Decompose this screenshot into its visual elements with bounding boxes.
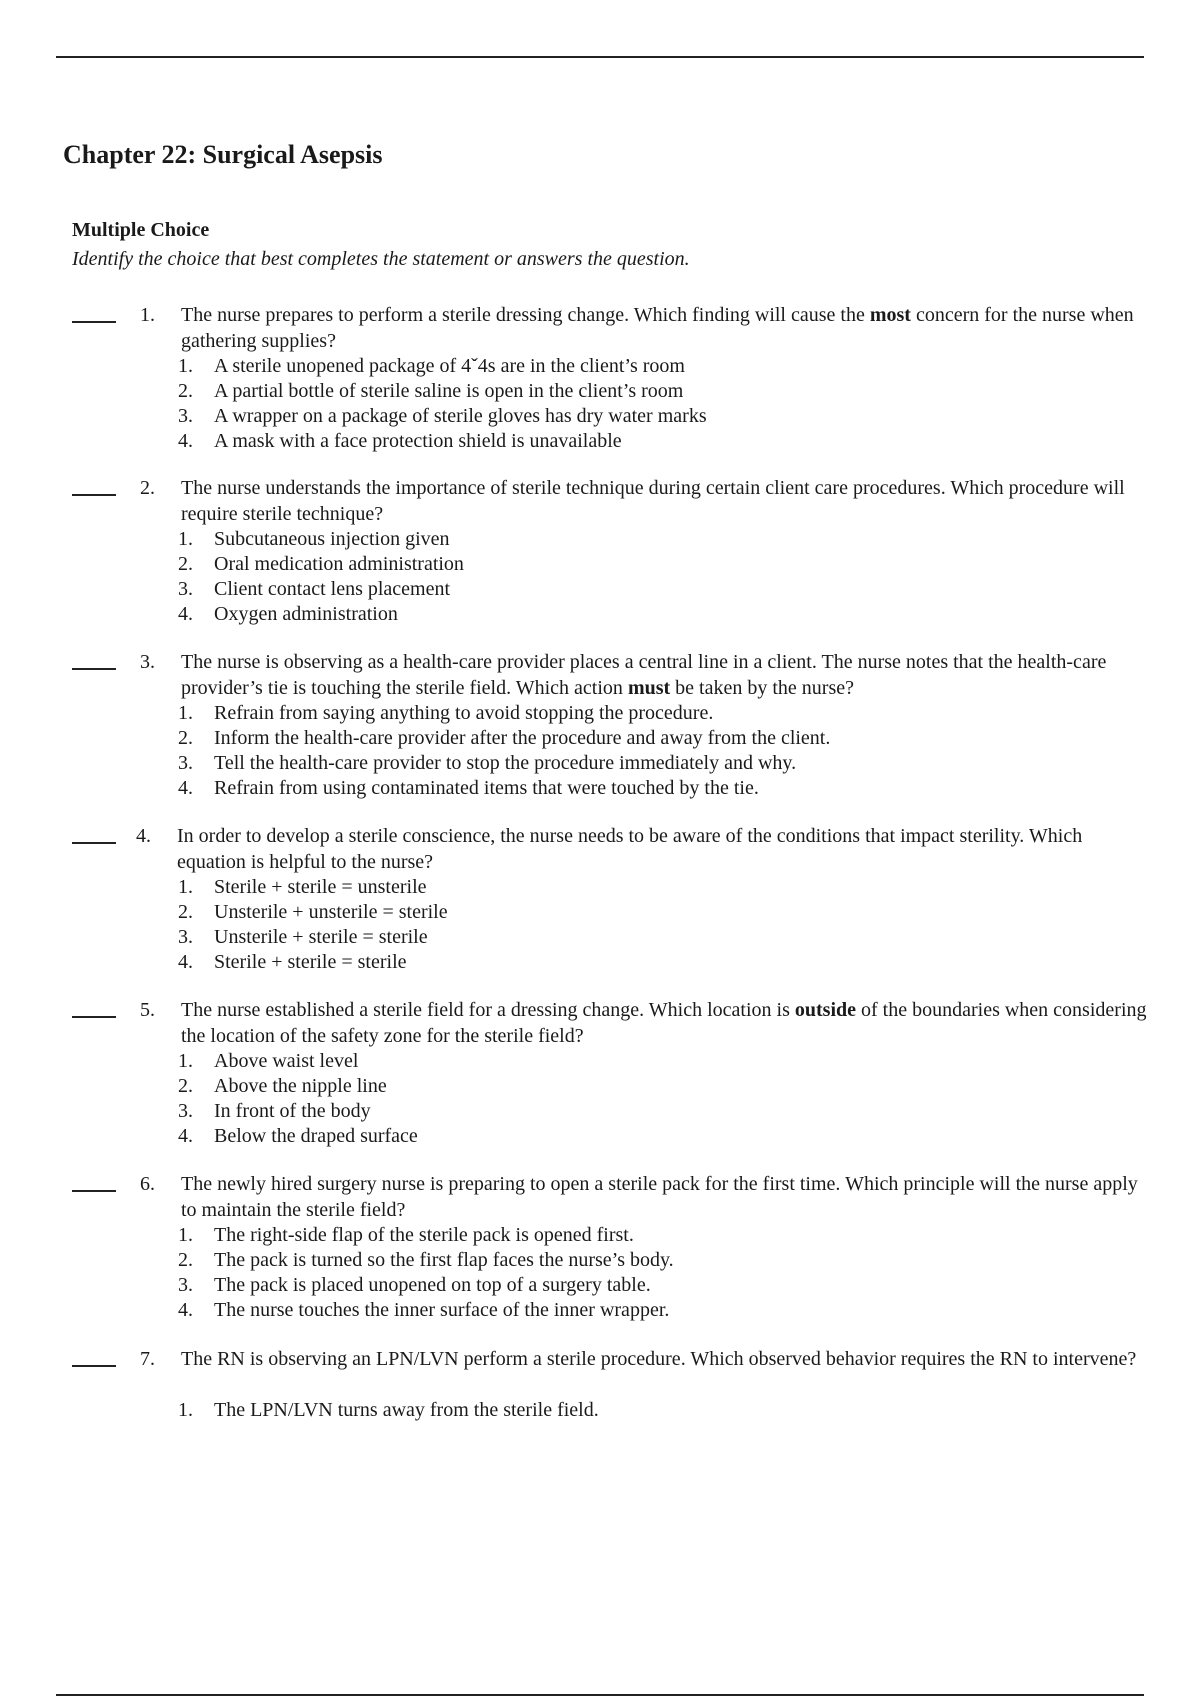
option-number: 4. bbox=[178, 951, 193, 973]
answer-options bbox=[178, 875, 448, 975]
question-number: 6. bbox=[140, 1173, 155, 1195]
option-number: 1. bbox=[178, 1224, 193, 1246]
question-number: 3. bbox=[140, 651, 155, 673]
question-number: 1. bbox=[140, 304, 155, 326]
option-text: Oral medication administration bbox=[214, 553, 464, 575]
option-text: The nurse touches the inner surface of the inner wrapper. bbox=[214, 1299, 670, 1321]
option-text: Client contact lens placement bbox=[214, 578, 451, 600]
option-number: 2. bbox=[178, 553, 193, 575]
question-number: 5. bbox=[140, 999, 155, 1021]
option-number: 3. bbox=[178, 405, 193, 427]
stem-text: The newly hired surgery nurse is preparing to open a sterile pack for the first time. Which principle will the nurse apply to maintain the sterile field? bbox=[181, 1173, 1138, 1221]
question-number: 4. bbox=[136, 825, 151, 847]
answer-option[interactable] bbox=[178, 1248, 674, 1273]
option-text: Tell the health-care provider to stop the procedure immediately and why. bbox=[214, 752, 797, 774]
option-text: Inform the health-care provider after the procedure and away from the client. bbox=[214, 727, 831, 749]
option-text: Sterile + sterile = sterile bbox=[214, 951, 407, 973]
option-text: A wrapper on a package of sterile gloves has dry water marks bbox=[214, 405, 707, 427]
option-number: 1. bbox=[178, 528, 193, 550]
answer-option[interactable] bbox=[178, 354, 707, 379]
answer-option[interactable] bbox=[178, 900, 448, 925]
question-stem bbox=[181, 1346, 1149, 1372]
option-number: 3. bbox=[178, 1100, 193, 1122]
option-number: 1. bbox=[178, 355, 193, 377]
option-number: 4. bbox=[178, 777, 193, 799]
option-text: Below the draped surface bbox=[214, 1125, 418, 1147]
option-number: 2. bbox=[178, 1249, 193, 1271]
answer-option[interactable] bbox=[178, 404, 707, 429]
option-text: The right-side flap of the sterile pack is opened first. bbox=[214, 1224, 634, 1246]
answer-option[interactable] bbox=[178, 751, 830, 776]
answer-options bbox=[178, 1223, 674, 1323]
answer-options bbox=[178, 527, 464, 627]
option-text: Sterile + sterile = unsterile bbox=[214, 876, 427, 898]
option-text: The LPN/LVN turns away from the sterile field. bbox=[214, 1399, 599, 1421]
answer-blank[interactable] bbox=[72, 321, 116, 323]
answer-blank[interactable] bbox=[72, 494, 116, 496]
answer-option[interactable] bbox=[178, 602, 464, 627]
stem-emphasis: outside bbox=[794, 999, 857, 1021]
answer-option[interactable] bbox=[178, 875, 448, 900]
answer-option[interactable] bbox=[178, 527, 464, 552]
option-number: 3. bbox=[178, 1274, 193, 1296]
option-number: 4. bbox=[178, 1125, 193, 1147]
option-number: 4. bbox=[178, 1299, 193, 1321]
footer-rule bbox=[56, 1694, 1144, 1696]
answer-blank[interactable] bbox=[72, 1016, 116, 1018]
option-number: 1. bbox=[178, 1399, 193, 1421]
option-text: The pack is turned so the first flap faces the nurse’s body. bbox=[214, 1249, 674, 1271]
stem-text: The nurse is observing as a health-care provider places a central line in a client. The nurse notes that the health-care provider’s tie is touching the sterile field. Which action bbox=[181, 651, 1107, 699]
option-text: A sterile unopened package of 4ˇ4s are in the client’s room bbox=[214, 355, 685, 377]
answer-options bbox=[178, 354, 707, 454]
question-number: 7. bbox=[140, 1348, 155, 1370]
stem-emphasis: most bbox=[869, 304, 911, 326]
option-number: 4. bbox=[178, 603, 193, 625]
answer-option[interactable] bbox=[178, 1398, 599, 1423]
answer-options bbox=[178, 1049, 418, 1149]
stem-text: In order to develop a sterile conscience, the nurse needs to be aware of the conditions that impact sterility. Which equation is helpful to the nurse? bbox=[177, 825, 1083, 873]
stem-emphasis: must bbox=[627, 677, 671, 699]
answer-option[interactable] bbox=[178, 726, 830, 751]
option-number: 3. bbox=[178, 752, 193, 774]
stem-text: The nurse prepares to perform a sterile dressing change. Which finding will cause the bbox=[181, 304, 870, 326]
option-number: 1. bbox=[178, 876, 193, 898]
answer-option[interactable] bbox=[178, 1223, 674, 1248]
option-number: 2. bbox=[178, 380, 193, 402]
option-number: 1. bbox=[178, 702, 193, 724]
question-stem bbox=[181, 475, 1149, 527]
stem-text: concern for the nurse when gathering supplies? bbox=[181, 304, 1134, 352]
option-number: 1. bbox=[178, 1050, 193, 1072]
option-text: Unsterile + unsterile = sterile bbox=[214, 901, 448, 923]
option-text: Refrain from using contaminated items that were touched by the tie. bbox=[214, 777, 759, 799]
option-text: In front of the body bbox=[214, 1100, 371, 1122]
answer-blank[interactable] bbox=[72, 1190, 116, 1192]
answer-option[interactable] bbox=[178, 1298, 674, 1323]
chapter-title: Chapter 22: Surgical Asepsis bbox=[63, 140, 383, 169]
question-stem bbox=[181, 302, 1149, 354]
answer-option[interactable] bbox=[178, 950, 448, 975]
option-text: Above waist level bbox=[214, 1050, 359, 1072]
answer-blank[interactable] bbox=[72, 842, 116, 844]
stem-text: The RN is observing an LPN/LVN perform a sterile procedure. Which observed behavior requires the RN to intervene? bbox=[181, 1348, 1137, 1370]
header-rule bbox=[56, 56, 1144, 58]
answer-option[interactable] bbox=[178, 429, 707, 454]
answer-option[interactable] bbox=[178, 1124, 418, 1149]
option-number: 2. bbox=[178, 1075, 193, 1097]
instructions: Identify the choice that best completes the statement or answers the question. bbox=[72, 248, 690, 270]
option-text: Oxygen administration bbox=[214, 603, 398, 625]
option-text: Refrain from saying anything to avoid stopping the procedure. bbox=[214, 702, 714, 724]
stem-text: be taken by the nurse? bbox=[670, 677, 854, 699]
question-stem bbox=[181, 649, 1149, 701]
stem-text: The nurse understands the importance of sterile technique during certain client care procedures. Which procedure will require sterile technique? bbox=[181, 477, 1125, 525]
answer-option[interactable] bbox=[178, 925, 448, 950]
answer-blank[interactable] bbox=[72, 1365, 116, 1367]
answer-options bbox=[178, 1398, 599, 1423]
answer-option[interactable] bbox=[178, 701, 830, 726]
section-title: Multiple Choice bbox=[72, 219, 210, 241]
option-text: Unsterile + sterile = sterile bbox=[214, 926, 428, 948]
option-text: The pack is placed unopened on top of a surgery table. bbox=[214, 1274, 651, 1296]
answer-options bbox=[178, 701, 830, 801]
question-stem bbox=[177, 823, 1145, 875]
answer-option[interactable] bbox=[178, 379, 707, 404]
answer-option[interactable] bbox=[178, 577, 464, 602]
option-text: A partial bottle of sterile saline is open in the client’s room bbox=[214, 380, 684, 402]
answer-blank[interactable] bbox=[72, 668, 116, 670]
option-number: 2. bbox=[178, 727, 193, 749]
answer-option[interactable] bbox=[178, 1074, 418, 1099]
option-number: 3. bbox=[178, 578, 193, 600]
option-number: 4. bbox=[178, 430, 193, 452]
question-number: 2. bbox=[140, 477, 155, 499]
question-stem bbox=[181, 1171, 1149, 1223]
stem-text: of the boundaries when considering the location of the safety zone for the sterile field? bbox=[181, 999, 1147, 1047]
answer-option[interactable] bbox=[178, 1099, 418, 1124]
option-number: 3. bbox=[178, 926, 193, 948]
option-number: 2. bbox=[178, 901, 193, 923]
option-text: Subcutaneous injection given bbox=[214, 528, 450, 550]
option-text: A mask with a face protection shield is unavailable bbox=[214, 430, 622, 452]
stem-text: The nurse established a sterile field for a dressing change. Which location is bbox=[181, 999, 795, 1021]
answer-option[interactable] bbox=[178, 552, 464, 577]
answer-option[interactable] bbox=[178, 1273, 674, 1298]
answer-option[interactable] bbox=[178, 776, 830, 801]
option-text: Above the nipple line bbox=[214, 1075, 387, 1097]
answer-option[interactable] bbox=[178, 1049, 418, 1074]
question-stem bbox=[181, 997, 1149, 1049]
